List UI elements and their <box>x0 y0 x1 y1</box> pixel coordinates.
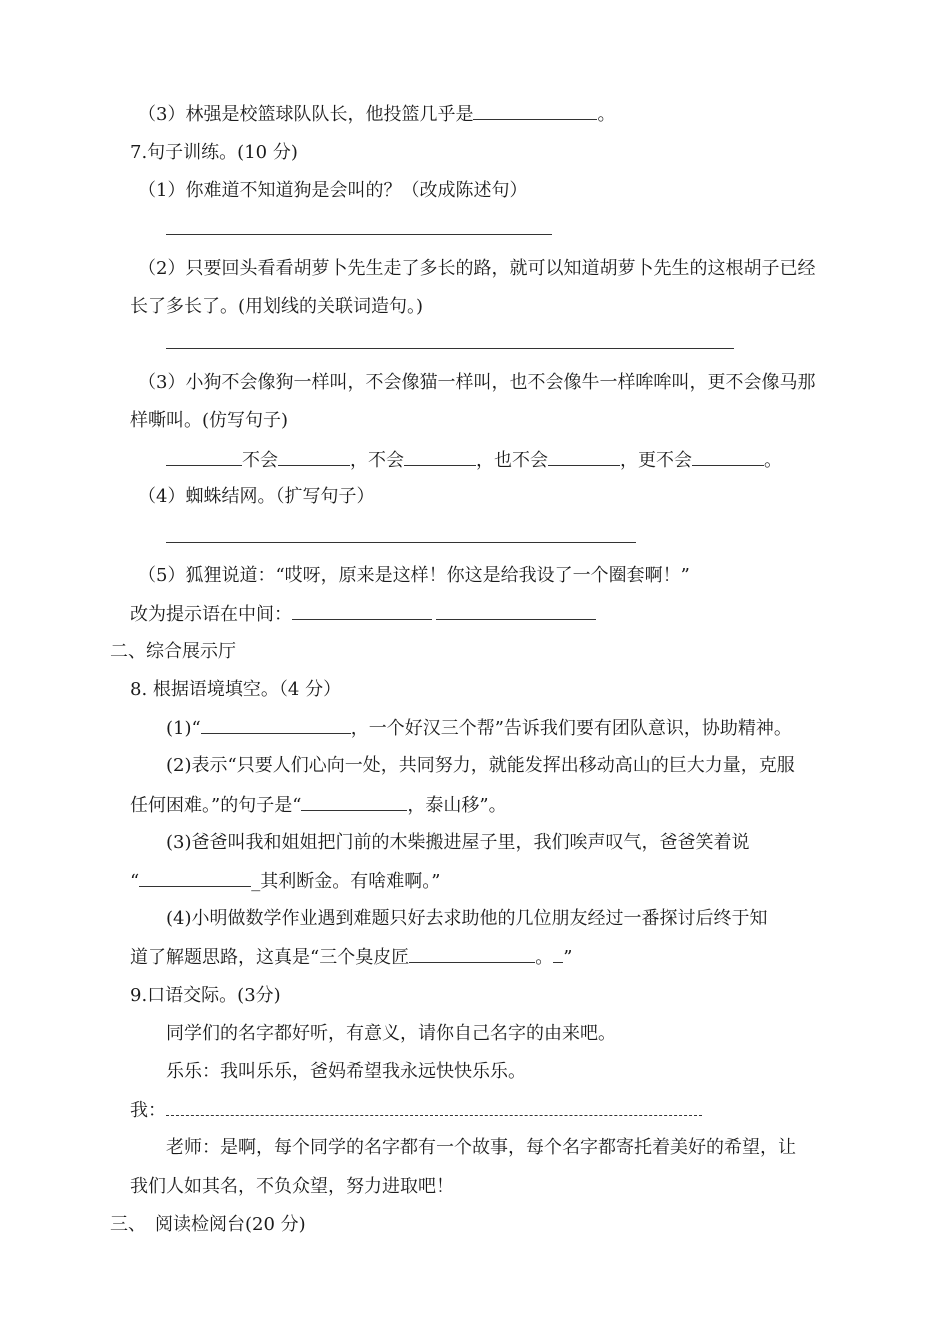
question-9-lele: 乐乐：我叫乐乐，爸妈希望我永远快快乐乐。 <box>166 1061 526 1082</box>
answer-blank[interactable] <box>201 717 351 734</box>
answer-blank[interactable] <box>692 449 764 466</box>
question-text: 。 <box>764 450 782 471</box>
question-text: ” <box>563 947 573 968</box>
question-7-1: （1）你难道不知道狗是会叫的？（改成陈述句） <box>138 180 528 201</box>
question-text: 我： <box>130 1100 166 1121</box>
question-9-teacher-line2: 我们人如其名，不负众望，努力进取吧！ <box>130 1176 454 1197</box>
answer-blank[interactable] <box>553 946 563 963</box>
answer-blank[interactable] <box>436 603 596 620</box>
question-text: 道了解题思路，这真是“三个臭皮匠 <box>130 947 410 968</box>
section-3-heading: 三、 阅读检阅台(20 分) <box>110 1214 306 1235</box>
question-7-3-imitation <box>166 449 782 472</box>
answer-blank[interactable] <box>404 449 476 466</box>
question-text: 任何困难。”的句子是“ <box>130 795 302 816</box>
question-7-3-line2: 样嘶叫。(仿写句子) <box>130 410 289 431</box>
question-text: _其利断金。有啥难啊。” <box>251 871 441 892</box>
question-7-5-rewrite <box>130 603 596 626</box>
question-text: ，也不会 <box>476 450 548 471</box>
question-text: ，不会 <box>350 450 404 471</box>
section-2-heading: 二、综合展示厅 <box>110 641 236 662</box>
question-text: 改为提示语在中间： <box>130 604 292 625</box>
question-text: ，一个好汉三个帮”告诉我们要有团队意识，协助精神。 <box>350 718 792 739</box>
question-8-2-line2 <box>130 794 507 817</box>
question-text: （3）林强是校篮球队队长，他投篮几乎是 <box>138 104 474 125</box>
question-text: ，更不会 <box>620 450 692 471</box>
question-7-title: 7.句子训练。(10 分) <box>130 142 298 163</box>
question-text: ，泰山移”。 <box>407 795 507 816</box>
question-8-4-line1: (4)小明做数学作业遇到难题只好去求助他的几位朋友经过一番探讨后终于知 <box>166 908 768 929</box>
question-text: “ <box>130 871 140 892</box>
question-8-4-line2 <box>130 946 572 969</box>
question-6-3 <box>138 103 615 126</box>
question-8-title: 8. 根据语境填空。（4 分） <box>130 679 342 700</box>
answer-blank[interactable] <box>166 1099 702 1116</box>
answer-blank[interactable] <box>292 603 432 620</box>
question-text: 不会 <box>242 450 278 471</box>
answer-blank[interactable] <box>548 449 620 466</box>
answer-blank[interactable] <box>301 794 407 811</box>
question-8-3-line1: (3)爸爸叫我和姐姐把门前的木柴搬进屋子里，我们唉声叹气，爸爸笑着说 <box>166 832 750 853</box>
question-7-4: （4）蜘蛛结网。（扩写句子） <box>138 486 375 507</box>
answer-blank[interactable] <box>473 103 597 120</box>
answer-line-7-1[interactable] <box>166 234 552 235</box>
answer-blank[interactable] <box>166 449 242 466</box>
question-7-5: （5）狐狸说道：“哎呀，原来是这样！你这是给我设了一个圈套啊！” <box>138 565 690 586</box>
question-8-3-line2 <box>130 870 440 893</box>
question-text: (1)“ <box>166 718 201 739</box>
question-7-3-line1: （3）小狗不会像狗一样叫，不会像猫一样叫，也不会像牛一样哞哞叫，更不会像马那 <box>138 372 816 393</box>
answer-line-7-2[interactable] <box>166 348 734 349</box>
question-9-me <box>130 1099 702 1122</box>
answer-line-7-4[interactable] <box>166 542 636 543</box>
question-text: 。 <box>535 947 554 968</box>
question-9-prompt: 同学们的名字都好听，有意义，请你自己名字的由来吧。 <box>166 1023 616 1044</box>
answer-blank[interactable] <box>409 946 535 963</box>
question-text: 。 <box>597 104 616 125</box>
question-7-2-line1: （2）只要回头看看胡萝卜先生走了多长的路，就可以知道胡萝卜先生的这根胡子已经 <box>138 258 816 279</box>
question-9-title: 9.口语交际。(3分) <box>130 985 281 1006</box>
question-9-teacher-line1: 老师：是啊，每个同学的名字都有一个故事，每个名字都寄托着美好的希望，让 <box>166 1137 796 1158</box>
question-8-1 <box>166 717 792 740</box>
question-8-2-line1: (2)表示“只要人们心向一处，共同努力，就能发挥出移动高山的巨大力量，克服 <box>166 755 795 776</box>
answer-blank[interactable] <box>278 449 350 466</box>
answer-blank[interactable] <box>139 870 251 887</box>
question-7-2-line2: 长了多长了。(用划线的关联词造句。) <box>130 296 424 317</box>
